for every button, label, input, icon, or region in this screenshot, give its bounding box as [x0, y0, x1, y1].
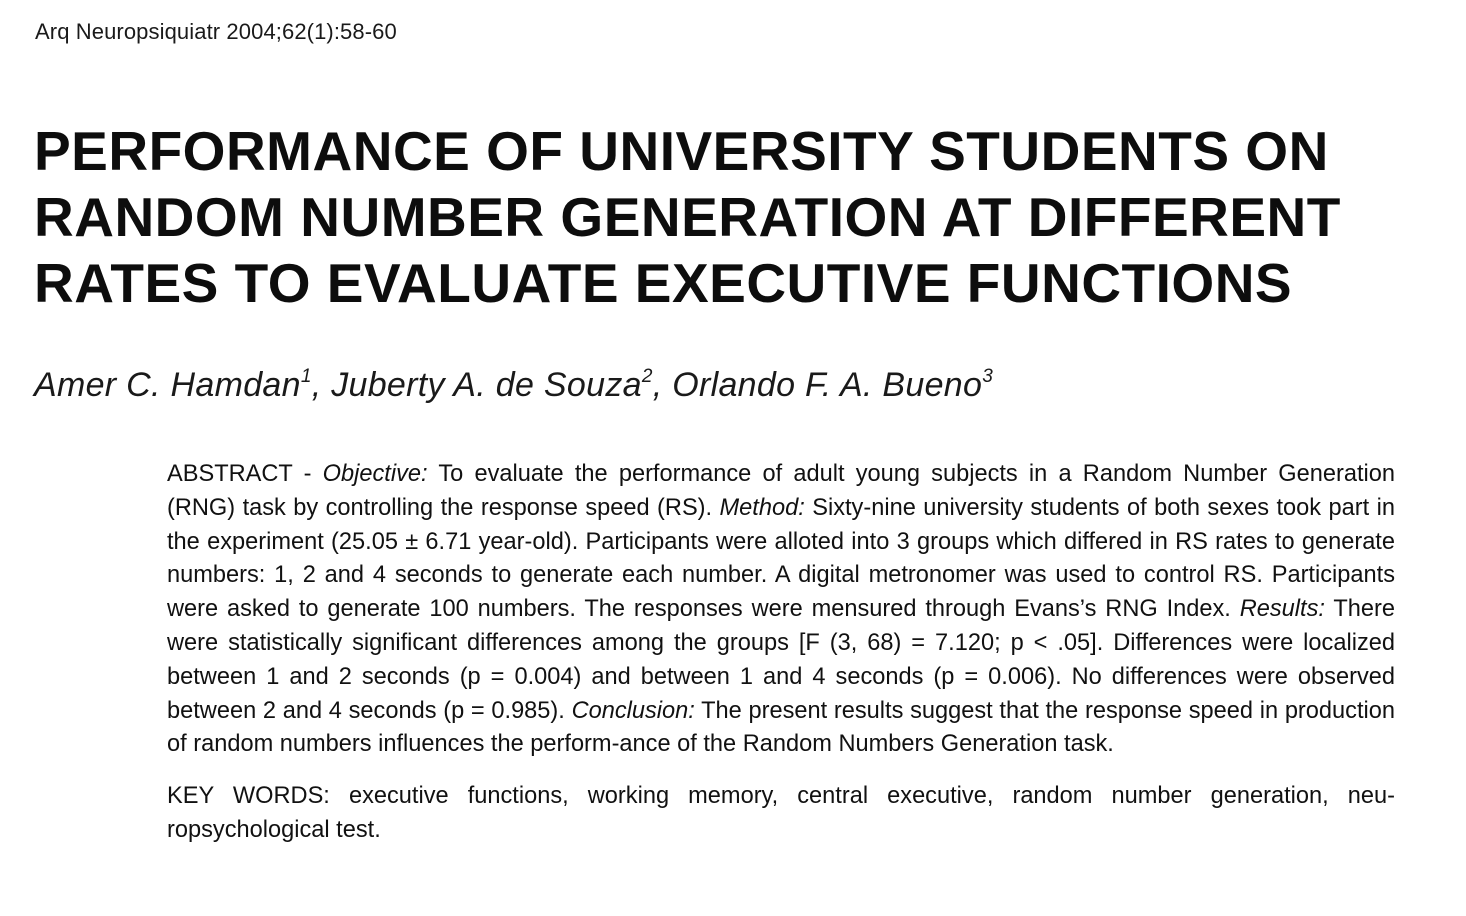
- author-name: Juberty A. de Souza: [331, 366, 642, 404]
- article-title: [34, 118, 1434, 316]
- objective-text: To evaluate the performance of adult young subjects in a Random Number Generation (RNG) task by controlling the response speed (RS).: [167, 461, 1396, 521]
- author-name: Orlando F. A. Bueno: [672, 366, 983, 404]
- title-line: RATES TO EVALUATE EXECUTIVE FUNCTIONS: [34, 252, 1293, 314]
- abstract-paragraph: [167, 458, 1395, 762]
- title-line: RANDOM NUMBER GENERATION AT DIFFERENT: [34, 186, 1341, 248]
- results-label: Results:: [1239, 596, 1325, 623]
- abstract-block: [167, 458, 1395, 848]
- affiliation-marker: 2: [641, 366, 653, 387]
- author-separator: ,: [652, 366, 673, 404]
- conclusion-text: The present results suggest that the response speed in production of random numbers influences the perform-ance of the Random Numbers Generation task.: [167, 697, 1395, 758]
- title-line: PERFORMANCE OF UNIVERSITY STUDENTS ON: [34, 120, 1329, 182]
- method-text: Sixty-nine university students of both sexes took part in the experiment (25.05 ± 6.71 year-old). Participants were alloted into 3 groups which differed in RS rates to generate numbers: 1, 2 and 4 seconds to generate each number. A digital metronomer was used to control RS. Participants were asked to generate 100 numbers. The responses were mensured through Evans’s RNG Index.: [167, 494, 1395, 623]
- journal-reference: Arq Neuropsiquiatr 2004;62(1):58-60: [35, 19, 397, 44]
- abstract-lead: ABSTRACT -: [167, 461, 323, 487]
- method-label: Method:: [719, 494, 805, 521]
- affiliation-marker: 1: [300, 366, 312, 387]
- keywords-paragraph: KEY WORDS: executive functions, working memory, central executive, random number generation, neu-ropsychological test.: [167, 783, 1395, 843]
- author-list: [34, 366, 993, 405]
- conclusion-label: Conclusion:: [571, 697, 695, 724]
- objective-label: Objective:: [322, 461, 428, 487]
- author-name: Amer C. Hamdan: [34, 366, 301, 404]
- results-text: There were statistically significant differences among the groups [F (3, 68) = 7.120; p < .05]. Differences were localized between 1 and 2 seconds (p = 0.004) and between 1 and 4 seconds (p = 0.006). No differences were observed between 2 and 4 seconds (p = 0.985).: [167, 596, 1396, 724]
- author-separator: ,: [311, 366, 332, 404]
- affiliation-marker: 3: [982, 366, 994, 387]
